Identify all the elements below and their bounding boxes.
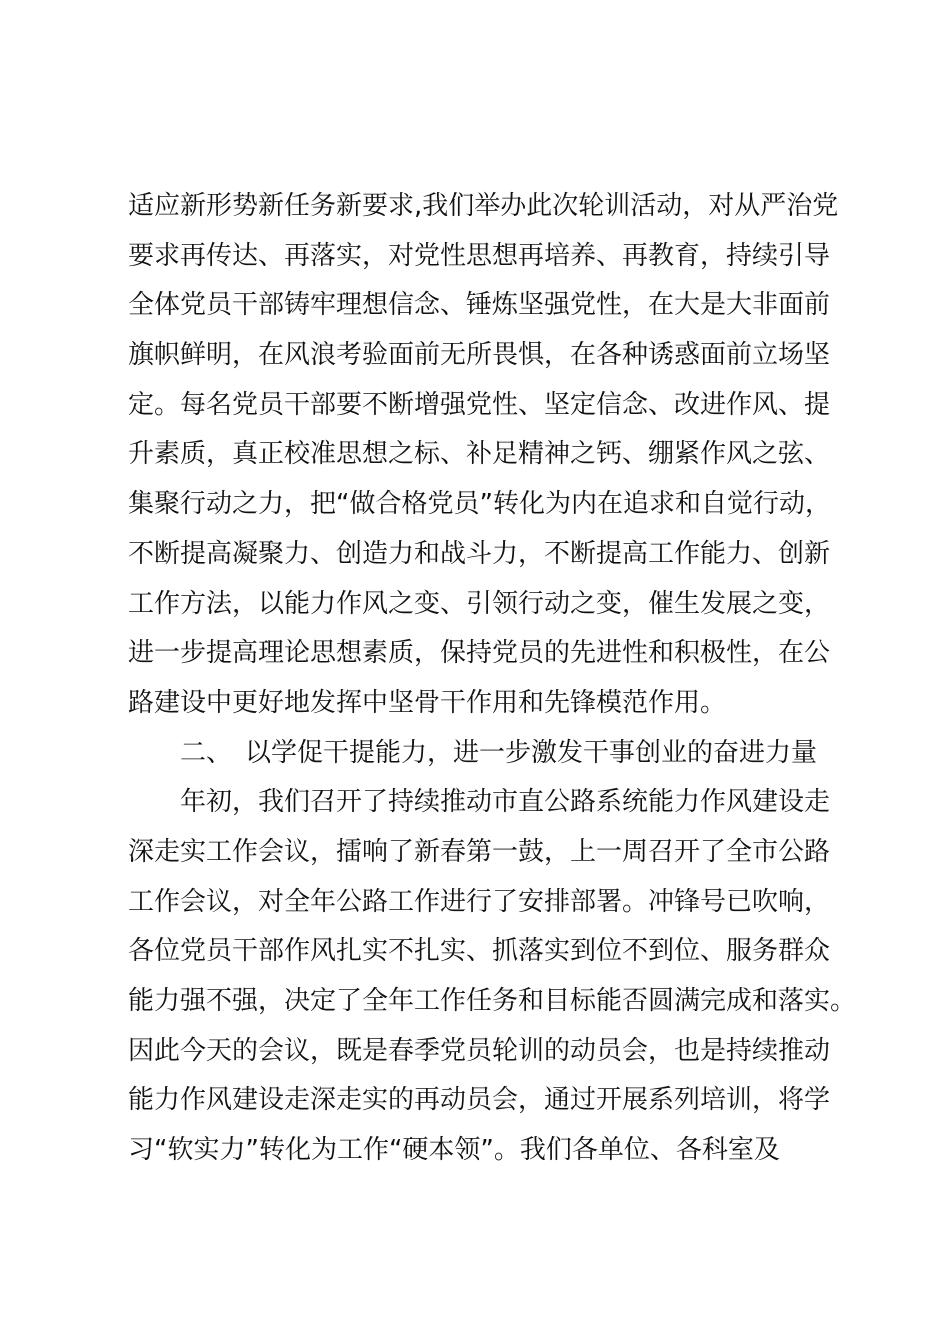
text-line: 进一步提高理论思想素质，保持党员的先进性和积极性，在公 xyxy=(128,638,831,669)
text-line: 能力作风建设走深走实的再动员会，通过开展系列培训，将学 xyxy=(128,1085,831,1116)
text-line: 工作会议，对全年公路工作进行了安排部署。冲锋号已吹响， xyxy=(128,886,831,917)
text-line: 要求再传达、再落实，对党性思想再培养、再教育，持续引导 xyxy=(128,240,831,271)
paragraph-1 xyxy=(128,182,858,729)
paragraph-2 xyxy=(128,778,858,1176)
text-line: 不断提高凝聚力、创造力和战斗力，不断提高工作能力、创新 xyxy=(128,538,831,569)
text-line: 旗帜鲜明，在风浪考验面前无所畏惧，在各种诱惑面前立场坚 xyxy=(128,340,831,371)
text-line: 定。每名党员干部要不断增强党性、坚定信念、改进作风、提 xyxy=(128,389,831,420)
text-line: 路建设中更好地发挥中坚骨干作用和先锋模范作用。 xyxy=(128,687,727,718)
text-line: 习“软实力”转化为工作“硬本领”。我们各单位、各科室及 xyxy=(128,1135,780,1166)
text-line: 深走实工作会议，擂响了新春第一鼓，上一周召开了全市公路 xyxy=(128,836,831,867)
document-body xyxy=(128,182,858,1176)
text-line: 集聚行动之力，把“做合格党员”转化为内在追求和自觉行动， xyxy=(128,489,831,520)
text-line: 因此今天的会议，既是春季党员轮训的动员会，也是持续推动 xyxy=(128,1035,831,1066)
text-line: 工作方法，以能力作风之变、引领行动之变，催生发展之变， xyxy=(128,588,831,619)
text-line: 年初，我们召开了持续推动市直公路系统能力作风建设走 xyxy=(180,787,831,818)
text-line: 适应新形势新任务新要求,我们举办此次轮训活动，对从严治党 xyxy=(128,191,839,221)
section-heading: 二、 以学促干提能力，进一步激发干事创业的奋进力量 xyxy=(180,737,818,768)
text-line: 全体党员干部铸牢理想信念、锤炼坚强党性，在大是大非面前 xyxy=(128,290,831,321)
text-line: 升素质，真正校准思想之标、补足精神之钙、绷紧作风之弦、 xyxy=(128,439,831,470)
text-line: 各位党员干部作风扎实不扎实、抓落实到位不到位、服务群众 xyxy=(128,936,831,967)
text-line: 能力强不强，决定了全年工作任务和目标能否圆满完成和落实。 xyxy=(128,986,857,1016)
